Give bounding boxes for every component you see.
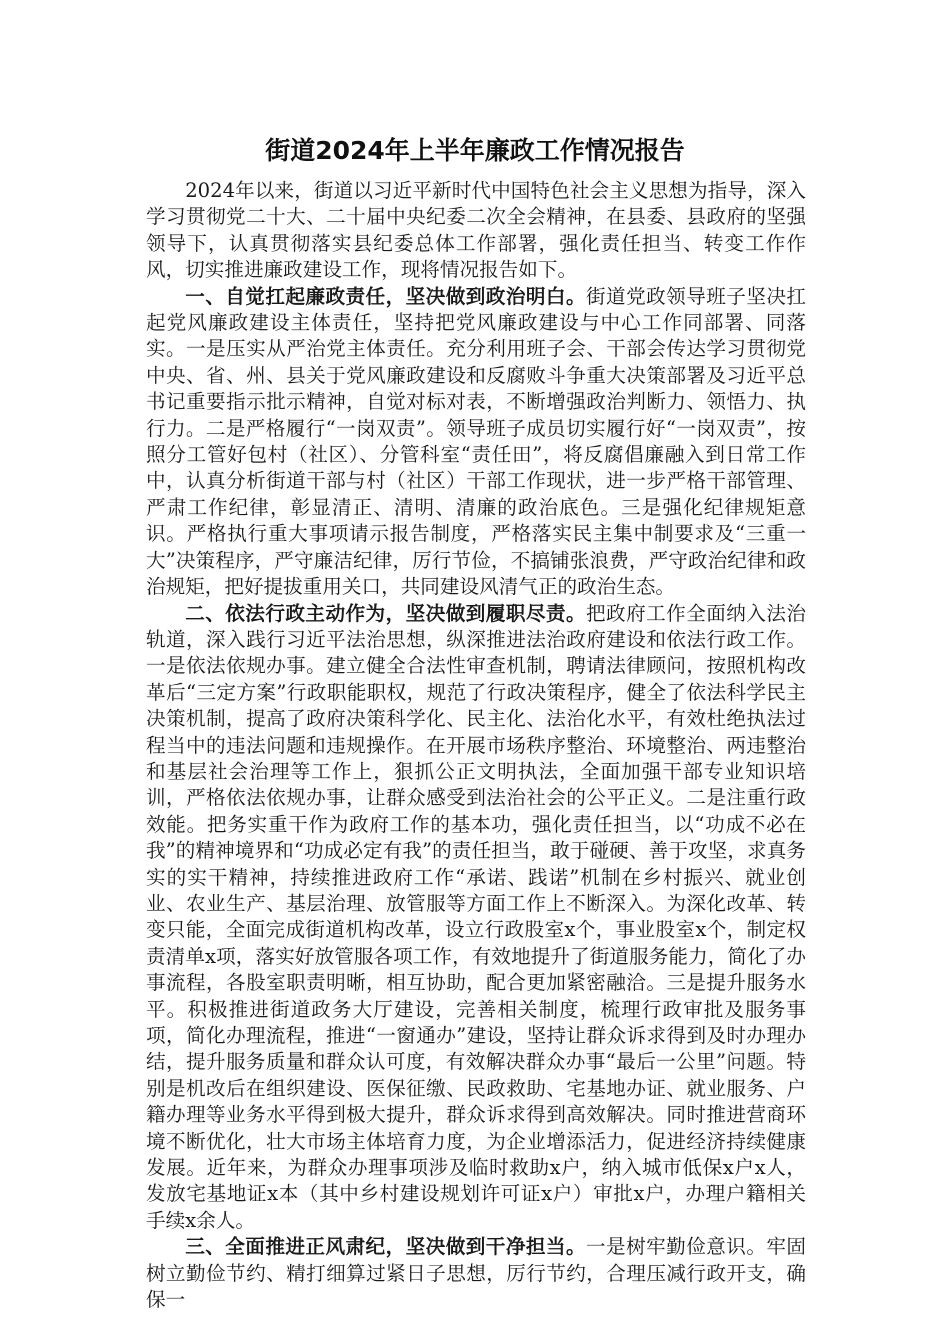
document-title: 街道2024年上半年廉政工作情况报告 (265, 136, 685, 165)
section-heading: 三、全面推进正风肃纪，坚决做到干净担当。 (185, 1235, 586, 1259)
paragraph-text: 2024年以来，街道以习近平新时代中国特色社会主义思想为指导，深入学习贯彻党二十大、二十届中央纪委二次全会精神，在县委、县政府的坚强领导下，认真贯彻落实县纪委总体工作部署，强化责任担当、转变工作作风，切实推进廉政建设工作，现将情况报告如下。 (146, 179, 806, 282)
document-body (146, 178, 806, 1313)
paragraph-text: 街道党政领导班子坚决扛起党风廉政建设主体责任，坚持把党风廉政建设与中心工作同部署、同落实。一是压实从严治党主体责任。充分利用班子会、干部会传达学习贯彻党中央、省、州、县关于党风廉政建设和反腐败斗争重大决策部署及习近平总书记重要指示批示精神，自觉对标对表，不断增强政治判断力、领悟力、执行力。二是严格履行“一岗双责”。领导班子成员切实履行好“一岗双责”，按照分工管好包村（社区）、分管科室“责任田”，将反腐倡廉融入到日常工作中，认真分析街道干部与村（社区）干部工作现状，进一步严格干部管理、严肃工作纪律，彰显清正、清明、清廉的政治底色。三是强化纪律规矩意识。严格执行重大事项请示报告制度，严格落实民主集中制要求及“三重一大”决策程序，严守廉洁纪律，厉行节俭，不搞铺张浪费，严守政治纪律和政治规矩，把好提拔重用关口，共同建设风清气正的政治生态。 (146, 284, 806, 599)
paragraph-section-3 (146, 1234, 806, 1313)
section-heading: 二、依法行政主动作为，坚决做到履职尽责。 (185, 601, 586, 625)
paragraph-section-2 (146, 601, 806, 1235)
section-heading: 一、自觉扛起廉政责任，坚决做到政治明白。 (185, 284, 586, 308)
paragraph-intro (146, 178, 806, 284)
paragraph-text: 把政府工作全面纳入法治轨道，深入践行习近平法治思想，纵深推进法治政府建设和依法行政工作。一是依法依规办事。建立健全合法性审查机制，聘请法律顾问，按照机构改革后“三定方案”行政职能职权，规范了行政决策程序，健全了依法科学民主决策机制，提高了政府决策科学化、民主化、法治化水平，有效杜绝执法过程当中的违法问题和违规操作。在开展市场秩序整治、环境整治、两违整治和基层社会治理等工作上，狠抓公正文明执法，全面加强干部专业知识培训，严格依法依规办事，让群众感受到法治社会的公平正义。二是注重行政效能。把务实重干作为政府工作的基本功，强化责任担当，以“功成不必在我”的精神境界和“功成必定有我”的责任担当，敢于碰硬、善于攻坚，求真务实的实干精神，持续推进政府工作“承诺、践诺”机制在乡村振兴、就业创业、农业生产、基层治理、放管服等方面工作上不断深入。为深化改革、转变只能，全面完成街道机构改革，设立行政股室x个，事业股室x个，制定权责清单x项，落实好放管服各项工作，有效地提升了街道服务能力，简化了办事流程，各股室职责明晰，相互协助，配合更加紧密融洽。三是提升服务水平。积极推进街道政务大厅建设，完善相关制度，梳理行政审批及服务事项，简化办理流程，推进“一窗通办”建设，坚持让群众诉求得到及时办理办结，提升服务质量和群众认可度，有效解决群众办事“最后一公里”问题。特别是机改后在组织建设、医保征缴、民政救助、宅基地办证、就业服务、户籍办理等业务水平得到极大提升，群众诉求得到高效解决。同时推进营商环境不断优化，壮大市场主体培育力度，为企业增添活力，促进经济持续健康发展。近年来，为群众办理事项涉及临时救助x户，纳入城市低保x户x人，发放宅基地证x本（其中乡村建设规划许可证x户）审批x户，办理户籍相关手续x余人。 (146, 601, 806, 1232)
paragraph-section-1 (146, 284, 806, 601)
paragraph-text: 一是树牢勤俭意识。牢固树立勤俭节约、精打细算过紧日子思想，厉行节约，合理压减行政开支，确保一 (146, 1235, 806, 1312)
